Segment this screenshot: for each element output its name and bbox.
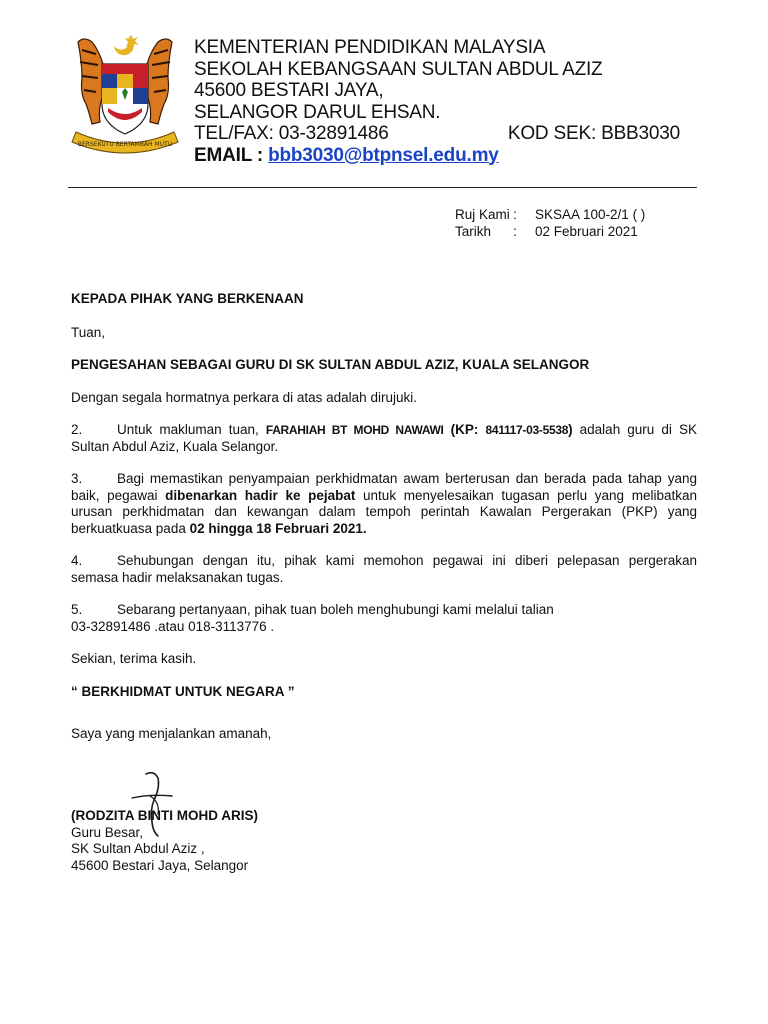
paragraph-1: Dengan segala hormatnya perkara di atas adalah dirujuki. bbox=[71, 389, 417, 405]
trust-line: Saya yang menjalankan amanah, bbox=[71, 726, 272, 741]
paragraph-3-number: 3. bbox=[71, 471, 83, 486]
reference-row bbox=[455, 206, 645, 223]
ministry-name: KEMENTERIAN PENDIDIKAN MALAYSIA bbox=[194, 37, 546, 58]
paragraph-2: 2. Untuk makluman tuan, FARAHIAH BT MOHD NAWAWI (KP: 841117-03-5538) adalah guru di SK Sultan Abdul Aziz, Kuala Selangor. bbox=[71, 422, 697, 454]
signatory-school: SK Sultan Abdul Aziz , bbox=[71, 841, 205, 856]
tel-fax: TEL/FAX: 03-32891486 bbox=[194, 123, 389, 144]
date-value: 02 Februari 2021 bbox=[535, 224, 638, 239]
svg-text:BERSEKUTU BERTAMBAH MUTU: BERSEKUTU BERTAMBAH MUTU bbox=[77, 141, 173, 148]
subject-line: PENGESAHAN SEBAGAI GURU DI SK SULTAN ABDUL AZIZ, KUALA SELANGOR bbox=[71, 357, 590, 372]
ic-number: 841117-03-5538 bbox=[485, 423, 569, 437]
email-row bbox=[194, 145, 694, 167]
address-line-1: 45600 BESTARI JAYA, bbox=[194, 80, 384, 101]
contact-numbers: 03-32891486 .atau 018-3113776 . bbox=[71, 618, 275, 634]
permission-phrase: dibenarkan hadir ke pejabat bbox=[165, 487, 356, 503]
contact-row bbox=[194, 123, 680, 145]
closing-line: Sekian, terima kasih. bbox=[71, 651, 197, 666]
star-icon bbox=[125, 34, 139, 49]
signatory-address: 45600 Bestari Jaya, Selangor bbox=[71, 858, 249, 873]
email-label: EMAIL : bbox=[194, 144, 269, 166]
paragraph-2-number: 2. bbox=[71, 422, 83, 437]
signatory-title: Guru Besar, bbox=[71, 825, 144, 840]
paragraph-4: 4. Sehubungan dengan itu, pihak kami memohon pegawai ini diberi pelepasan pergerakan semasa hadir melaksanakan tugas. bbox=[71, 553, 697, 585]
paragraph-5: 5. Sebarang pertanyaan, pihak tuan boleh menghubungi kami melalui talian 03-32891486 .atau 018-3113776 . bbox=[71, 602, 697, 635]
letter-body bbox=[71, 291, 697, 743]
reference-block bbox=[455, 206, 645, 240]
recipient-line: KEPADA PIHAK YANG BERKENAAN bbox=[71, 291, 304, 306]
effective-dates: 02 hingga 18 Februari 2021. bbox=[189, 520, 367, 536]
date-colon: : bbox=[513, 224, 517, 239]
school-name: SEKOLAH KEBANGSAAN SULTAN ABDUL AZIZ bbox=[194, 58, 603, 80]
reference-value: SKSAA 100-2/1 ( ) bbox=[535, 207, 646, 222]
coat-of-arms-logo bbox=[70, 28, 180, 158]
paragraph-5-number: 5. bbox=[71, 602, 83, 617]
paragraph-4-number: 4. bbox=[71, 553, 83, 568]
reference-colon: : bbox=[513, 207, 517, 222]
school-code: KOD SEK: BBB3030 bbox=[507, 123, 680, 144]
salutation: Tuan, bbox=[71, 324, 106, 340]
address-line-2: SELANGOR DARUL EHSAN. bbox=[194, 101, 441, 123]
signatory-name: (RODZITA BINTI MOHD ARIS) bbox=[71, 808, 258, 823]
reference-label: Ruj Kami bbox=[455, 207, 510, 222]
header-divider bbox=[68, 187, 697, 188]
date-label: Tarikh bbox=[455, 224, 492, 239]
teacher-name: FARAHIAH BT MOHD NAWAWI bbox=[265, 423, 444, 437]
date-row bbox=[455, 223, 645, 240]
email-link[interactable]: bbb3030@btpnsel.edu.my bbox=[268, 144, 499, 166]
motto: “ BERKHIDMAT UNTUK NEGARA ” bbox=[71, 683, 295, 699]
letterhead bbox=[194, 37, 694, 166]
paragraph-3: 3. Bagi memastikan penyampaian perkhidmatan awam berterusan dan berada pada tahap yang baik, pegawai dibenarkan hadir ke pejabat untuk menyelesaikan tugasan perlu yang melibatkan urusan perkhidmatan dan kewangan dalam tempoh perintah Kawalan Pergerakan (PKP) yang berkuatkuasa pada 02 hingga 18 Februari 2021. bbox=[71, 471, 698, 536]
